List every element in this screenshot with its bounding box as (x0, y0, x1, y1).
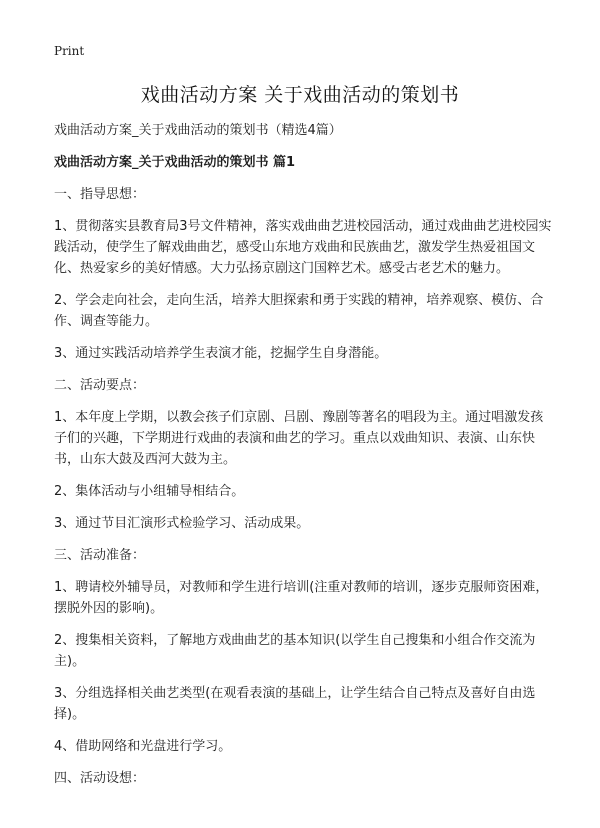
document-subtitle: 戏曲活动方案_关于戏曲活动的策划书（精选4篇） (54, 123, 342, 138)
paragraph: 4、借助网络和光盘进行学习。 (54, 739, 232, 754)
heading-activity-plan: 四、活动设想： (54, 771, 146, 786)
paragraph: 3、通过实践活动培养学生表演才能，挖掘学生自身潜能。 (54, 346, 388, 361)
heading-activity-preparation: 三、活动准备： (54, 548, 146, 563)
document-body (54, 120, 554, 800)
document-title: 戏曲活动方案 关于戏曲活动的策划书 (140, 84, 460, 106)
paragraph: 1、贯彻落实县教育局3号文件精神，落实戏曲曲艺进校园活动，通过戏曲曲艺进校园实践活动，使学生了解戏曲曲艺，感受山东地方戏曲和民族曲艺，激发学生热爱祖国文化、热爱家乡的美好情感。大力弘扬京剧这门国粹艺术。感受古老艺术的魅力。 (54, 219, 552, 276)
paragraph: 2、学会走向社会，走向生活，培养大胆探索和勇于实践的精神，培养观察、模仿、合作、调查等能力。 (54, 293, 544, 329)
print-label[interactable]: Print (54, 44, 85, 58)
heading-guiding-ideology: 一、指导思想： (54, 187, 146, 202)
paragraph: 3、通过节目汇演形式检验学习、活动成果。 (54, 516, 310, 531)
section-title: 戏曲活动方案_关于戏曲活动的策划书 篇1 (54, 155, 296, 170)
paragraph: 3、分组选择相关曲艺类型(在观看表演的基础上，让学生结合自己特点及喜好自由选择)。 (54, 686, 536, 722)
paragraph: 2、集体活动与小组辅导相结合。 (54, 484, 245, 499)
paragraph: 1、本年度上学期，以教会孩子们京剧、吕剧、豫剧等著名的唱段为主。通过唱激发孩子们的兴趣，下学期进行戏曲的表演和曲艺的学习。重点以戏曲知识、表演、山东快书，山东大鼓及西河大鼓为主。 (54, 410, 544, 467)
paragraph: 1、聘请校外辅导员，对教师和学生进行培训(注重对教师的培训，逐步克服师资困难，摆脱外因的影响)。 (54, 580, 549, 616)
paragraph: 2、搜集相关资料，了解地方戏曲曲艺的基本知识(以学生自己搜集和小组合作交流为主)。 (54, 633, 536, 669)
heading-activity-points: 二、活动要点： (54, 378, 146, 393)
